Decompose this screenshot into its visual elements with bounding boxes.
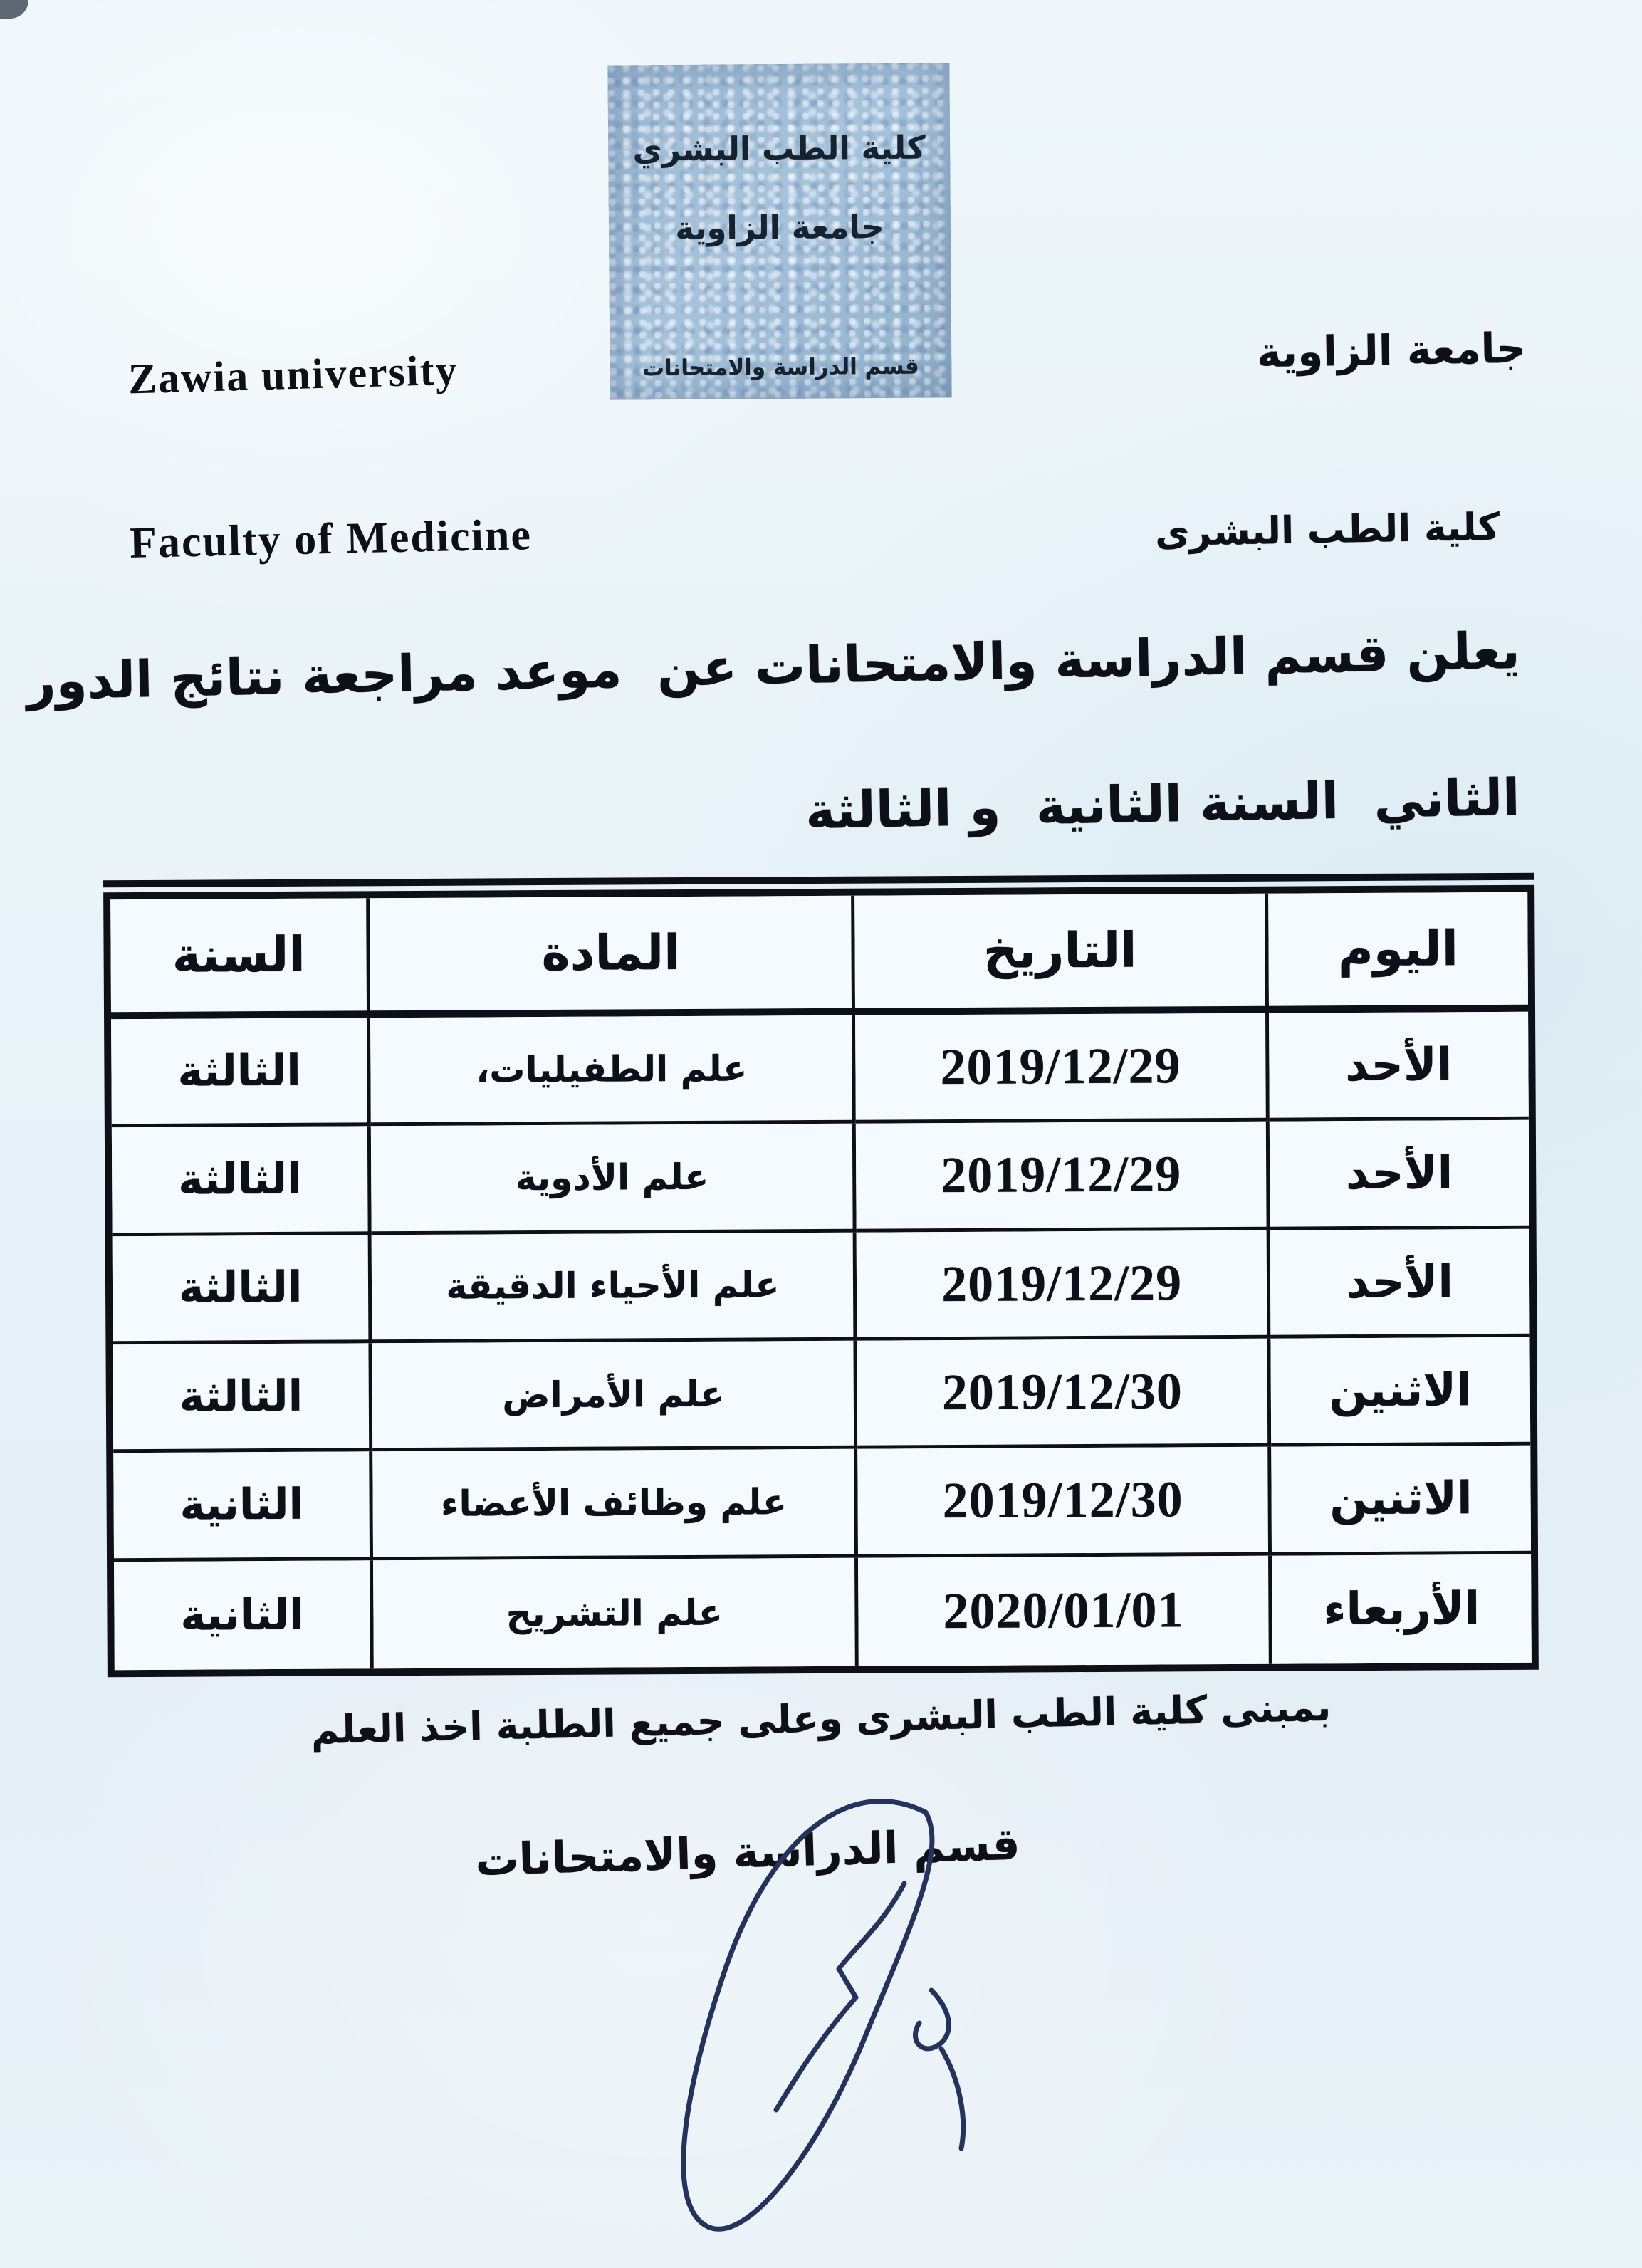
university-name-english: Zawia university — [127, 346, 459, 403]
year-cell: الثانية — [114, 1560, 374, 1670]
subject-cell: علم الأمراض — [372, 1341, 858, 1452]
subject-cell: علم وظائف الأعضاء — [373, 1449, 859, 1560]
subject-cell: علم الطفيليات، — [370, 1015, 856, 1127]
signature-zigzag — [776, 1883, 904, 2110]
column-header-day: اليوم — [1268, 892, 1528, 1013]
faculty-name-english: Faculty of Medicine — [129, 511, 533, 568]
column-header-subject: المادة — [370, 896, 856, 1018]
subject-cell: علم الأحياء الدقيقة — [372, 1232, 857, 1343]
day-cell: الاثنين — [1271, 1446, 1531, 1555]
handwritten-signature — [591, 1784, 1018, 2254]
date-cell: 2019/12/30 — [858, 1447, 1272, 1557]
stamp-university-name: جامعة الزاوية — [675, 207, 884, 248]
signing-department: قسم الدراسة والامتحانات — [474, 1819, 1021, 1886]
column-header-year: السنة — [110, 898, 370, 1019]
date-cell: 2019/12/30 — [857, 1339, 1271, 1449]
column-header-date: التاريخ — [855, 894, 1269, 1015]
announcement-line-2: الثاني السنة الثانية و الثالثة — [805, 768, 1521, 841]
year-cell: الثالثة — [111, 1018, 371, 1127]
signature-loop — [684, 1801, 932, 2229]
year-cell: الثالثة — [113, 1343, 372, 1453]
year-cell: الثانية — [113, 1452, 373, 1562]
exam-review-schedule-table — [103, 885, 1539, 1678]
date-cell: 2019/12/29 — [856, 1122, 1270, 1232]
subject-cell: علم الأدوية — [371, 1124, 857, 1235]
date-cell: 2020/01/01 — [859, 1555, 1272, 1666]
day-cell: الأربعاء — [1272, 1554, 1532, 1663]
year-cell: الثالثة — [113, 1235, 372, 1344]
stamp-department-name: قسم الدراسة والامتحانات — [642, 353, 919, 382]
faculty-stamp — [607, 63, 951, 399]
signature-tail — [941, 2049, 963, 2148]
day-cell: الأحد — [1269, 1012, 1529, 1122]
date-cell: 2019/12/29 — [857, 1230, 1270, 1340]
university-name-arabic: جامعة الزاوية — [1256, 323, 1527, 377]
year-cell: الثالثة — [112, 1127, 372, 1236]
stamp-faculty-name: كلية الطب البشري — [632, 128, 926, 169]
date-cell: 2019/12/29 — [856, 1013, 1270, 1124]
footer-note: بمبنى كلية الطب البشرى وعلى جميع الطلبة اخذ العلم — [310, 1684, 1332, 1753]
signature-curl — [915, 1990, 948, 2049]
subject-cell: علم التشريح — [373, 1557, 859, 1668]
faculty-name-arabic: كلية الطب البشرى — [1154, 505, 1500, 555]
day-cell: الأحد — [1269, 1120, 1529, 1230]
scan-corner-smudge — [0, 0, 28, 19]
announcement-line-1: يعلن قسم الدراسة والامتحانات عن موعد مراجعة نتائج الدور — [26, 621, 1521, 711]
day-cell: الأحد — [1270, 1228, 1529, 1338]
day-cell: الاثنين — [1270, 1337, 1530, 1447]
